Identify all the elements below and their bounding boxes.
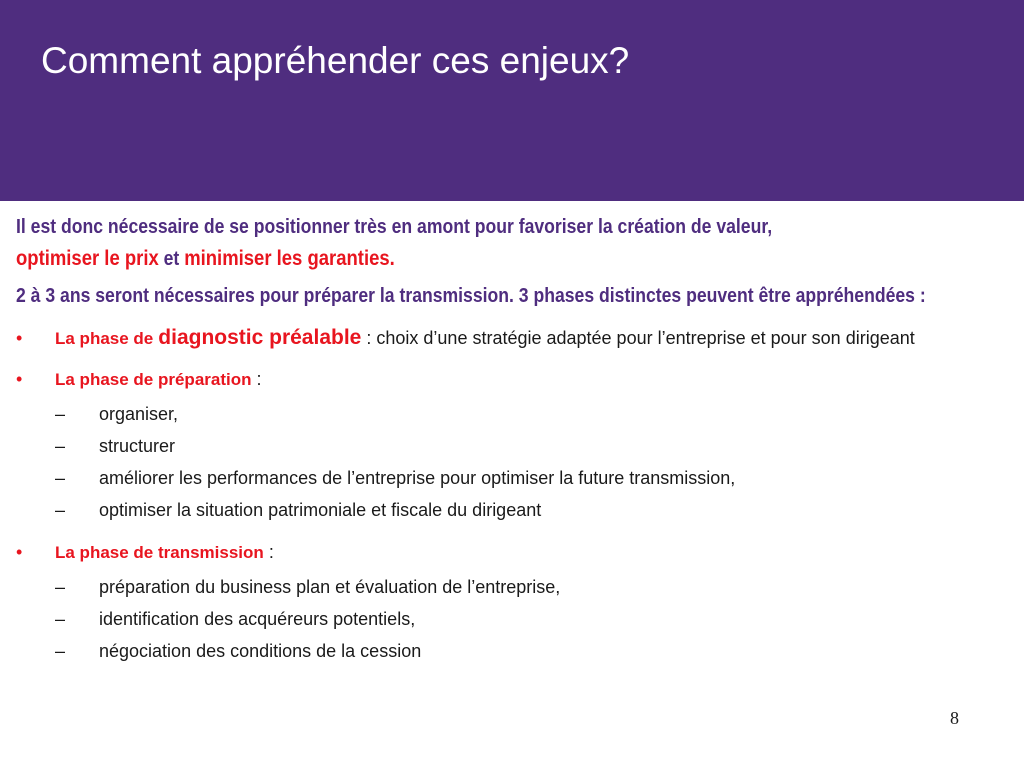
transmission-steps [55, 571, 1006, 667]
phase-label: La phase de préparation [55, 370, 252, 389]
phase-label-emphasis: diagnostic préalable [158, 326, 362, 349]
phase-item-preparation [16, 365, 1006, 526]
phase-separator: : [256, 369, 262, 389]
dash-icon: – [55, 468, 66, 488]
slide-body [16, 212, 1006, 679]
list-item: – optimiser la situation patrimoniale et fiscale du dirigeant [55, 494, 1006, 526]
phase-label-prefix: La phase de [55, 329, 154, 348]
intro-connector: et [163, 248, 180, 270]
intro-emphasis-price: optimiser le prix [16, 247, 159, 270]
intro-line: Il est donc nécessaire de se positionner très en amont pour favoriser la création de valeur, [16, 216, 773, 238]
list-item: – négociation des conditions de la cession [55, 635, 1006, 667]
phase-list [16, 324, 1006, 667]
bullet-icon: • [16, 369, 23, 389]
dash-icon: – [55, 500, 66, 520]
bullet-icon: • [16, 328, 23, 348]
phase-item-transmission [16, 538, 1006, 667]
timeline-paragraph: 2 à 3 ans seront nécessaires pour préparer la transmission. 3 phases distinctes peuvent être appréhendées : [16, 285, 926, 307]
dash-icon: – [55, 404, 66, 424]
preparation-steps [55, 398, 1006, 526]
slide-title: Comment appréhender ces enjeux? [41, 40, 630, 81]
phase-description: choix d’une stratégie adaptée pour l’entreprise et pour son dirigeant [376, 328, 915, 348]
intro-emphasis-guarantees: minimiser les garanties. [184, 247, 395, 270]
phase-label: La phase de transmission [55, 543, 264, 562]
phase-separator: : [268, 542, 274, 562]
dash-icon: – [55, 641, 66, 661]
dash-icon: – [55, 577, 66, 597]
bullet-icon: • [16, 542, 23, 562]
intro-paragraph [16, 212, 1006, 275]
phase-separator: : [366, 328, 372, 348]
list-item: – préparation du business plan et évaluation de l’entreprise, [55, 571, 1006, 603]
list-item: – améliorer les performances de l’entreprise pour optimiser la future transmission, [55, 462, 1006, 494]
dash-icon: – [55, 436, 66, 456]
page-number: 8 [950, 708, 959, 728]
list-item: – organiser, [55, 398, 1006, 430]
list-item: – identification des acquéreurs potentiels, [55, 603, 1006, 635]
phase-item-diagnostic [16, 324, 1006, 353]
dash-icon: – [55, 609, 66, 629]
title-banner [0, 0, 1024, 201]
list-item: – structurer [55, 430, 1006, 462]
